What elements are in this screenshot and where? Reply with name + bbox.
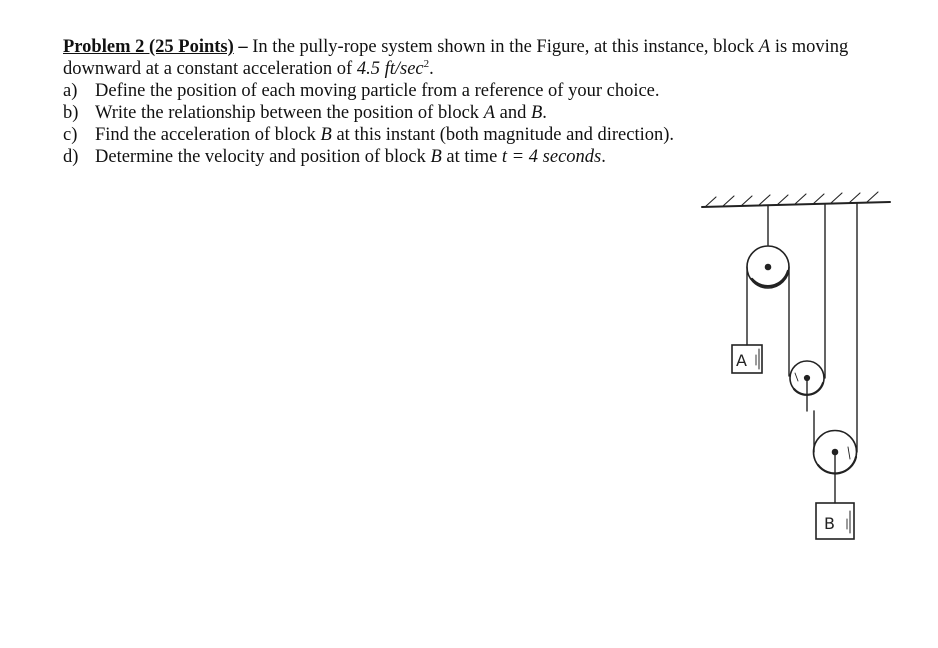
part-b: [63, 102, 883, 124]
block-a-variable: A: [758, 37, 771, 57]
heading-dash: –: [238, 37, 248, 57]
part-c-text-1: Find the acceleration of block: [95, 125, 316, 145]
part-a-letter: a): [63, 81, 78, 101]
part-b-content: [95, 102, 547, 124]
pulley-figure: [690, 185, 900, 575]
intro-end: .: [429, 59, 434, 79]
rope-lower-loop: [814, 203, 857, 452]
part-b-end: .: [542, 103, 547, 123]
pulley-diagram: [690, 185, 900, 575]
part-c-var-b: B: [320, 125, 332, 145]
part-d-end: .: [601, 147, 606, 167]
part-b-var-b: B: [530, 103, 543, 123]
acceleration-value: 4.5 ft/sec: [356, 59, 424, 79]
part-c-content: [95, 124, 674, 146]
block-a-label: A: [736, 351, 747, 370]
problem-parts: [63, 80, 883, 168]
part-b-var-a: A: [483, 103, 495, 123]
part-b-text-2: and: [499, 103, 527, 123]
ceiling-support: [702, 192, 890, 207]
part-d-time-expression: t = 4 seconds: [501, 147, 602, 167]
part-b-letter: b): [63, 103, 79, 123]
problem-intro: [63, 36, 883, 80]
part-a: [63, 80, 883, 102]
part-a-text: Define the position of each moving particle from a reference of your choice.: [95, 81, 660, 101]
part-b-text-1: Write the relationship between the position of block: [95, 103, 480, 123]
part-c-letter: c): [63, 125, 78, 145]
problem-statement: [63, 36, 883, 168]
part-c-text-2: at this instant (both magnitude and direction).: [336, 125, 675, 145]
acceleration-exponent: 2: [423, 57, 430, 70]
intro-text-2: is moving downward at a constant acceleration of: [63, 37, 849, 79]
part-d-var-b: B: [430, 147, 442, 167]
intro-text-1: In the pully-rope system shown in the Figure, at this instance, block: [252, 37, 755, 57]
top-pulley: [747, 206, 789, 288]
part-d-content: [95, 146, 606, 168]
part-d-text-2: at time: [446, 147, 498, 167]
part-d-letter: d): [63, 147, 79, 167]
problem-heading: Problem 2 (25 Points): [63, 37, 234, 57]
block-a: [732, 345, 762, 373]
part-c: [63, 124, 883, 146]
part-d-text-1: Determine the velocity and position of block: [95, 147, 426, 167]
block-b-label: B: [824, 514, 835, 533]
block-b: [816, 503, 854, 539]
part-d: [63, 146, 883, 168]
